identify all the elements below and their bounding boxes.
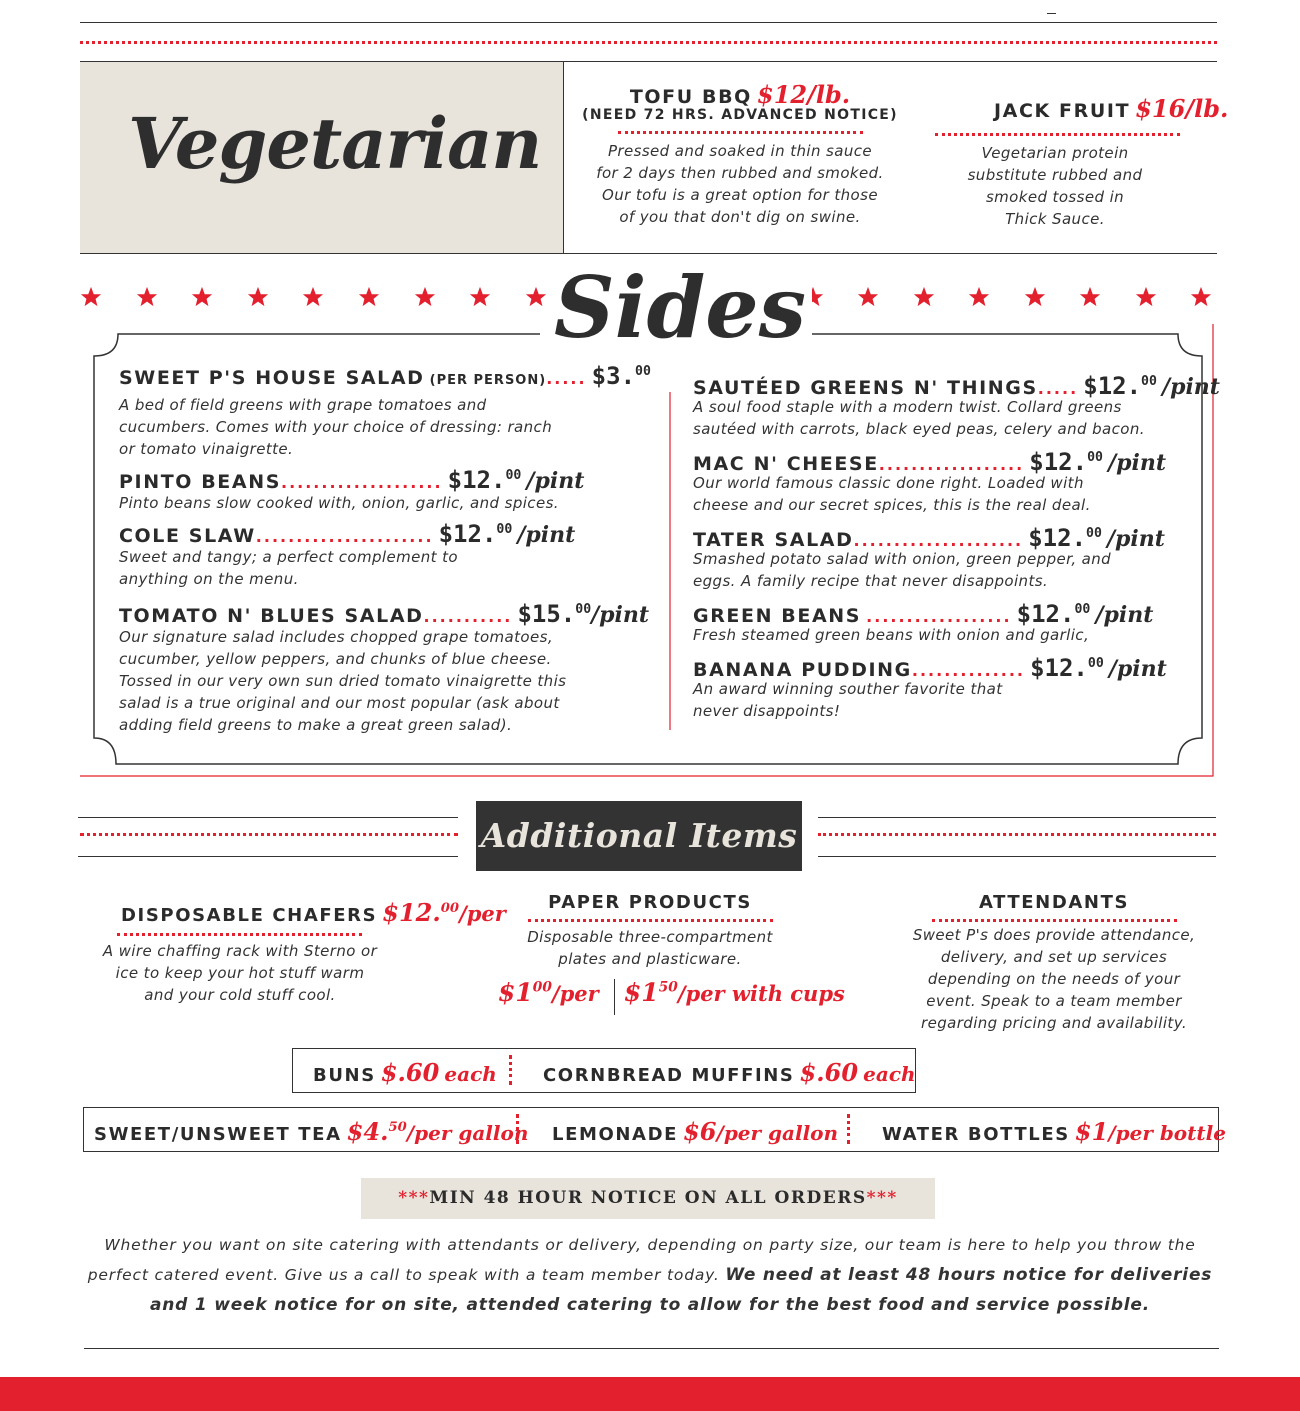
lemonade-separator (847, 1114, 850, 1144)
star-icon (358, 286, 380, 308)
star-icon (247, 286, 269, 308)
menu-item: TATER SALAD..................... $12.00 /pint Smashed potato salad with onion, green pepper, and eggs. A family recipe that never disappoints. (693, 524, 1165, 590)
tofu-bbq-item (575, 80, 905, 228)
sides-title: Sides (548, 258, 812, 358)
footer-rule (84, 1348, 1219, 1349)
additional-rule (818, 817, 1216, 818)
paper-dots (528, 919, 773, 922)
menu-item: PINTO BEANS.................... $12.00 /pint Pinto beans slow cooked with, onion, garlic, and spices. (119, 466, 585, 512)
paper-price-divider (614, 979, 615, 1015)
buns-separator (509, 1055, 512, 1085)
buns-item: BUNS $.60 each (313, 1058, 497, 1087)
menu-item: COLE SLAW...................... $12.00 /pint Sweet and tangy; a perfect complement to anything on the menu. (119, 520, 576, 588)
star-icon (913, 286, 935, 308)
star-icon (857, 286, 879, 308)
star-icon (1024, 286, 1046, 308)
additional-rule (78, 856, 458, 857)
attendants-item: ATTENDANTS Sweet P's does provide attendance, delivery, and set up services depending on the needs of your event. Speak to a team member regarding pricing and availability. (912, 892, 1196, 1032)
menu-item: GREEN BEANS .................. $12.00 /pint Fresh steamed green beans with onion and garlic, (693, 600, 1154, 644)
star-icon (525, 286, 547, 308)
cornbread-muffins-item: CORNBREAD MUFFINS $.60 each (543, 1058, 916, 1087)
attendants-dots (932, 919, 1177, 922)
star-icon (469, 286, 491, 308)
star-icon (136, 286, 158, 308)
jack-fruit-name: JACK FRUIT (994, 100, 1131, 122)
tofu-bbq-description: Pressed and soaked in thin sauce for 2 days then rubbed and smoked. Our tofu is a great option for those of you that don't dig on swine. (596, 142, 884, 226)
menu-item: MAC N' CHEESE.................. $12.00 /pint Our world famous classic done right. Loaded with cheese and our secret spices, this is the real deal. (693, 448, 1166, 514)
disposable-chafers-item: DISPOSABLE CHAFERS $12.00/per A wire chaffing rack with Sterno or ice to keep your hot stuff warm and your cold stuff cool. (102, 898, 506, 1004)
menu-item: SWEET P'S HOUSE SALAD (PER PERSON)..... $3.00 A bed of field greens with grape tomatoes and cucumbers. Comes with your choice of dressing: ranch or tomato vinaigrette. (119, 362, 651, 458)
star-icon (191, 286, 213, 308)
top-rule (80, 22, 1217, 23)
tofu-bbq-dots (618, 131, 863, 134)
water-bottles-item: WATER BOTTLES $1/per bottle (882, 1117, 1226, 1146)
paper-price-cups: $\$1^{50}$/per with cups (623, 978, 845, 1007)
jack-fruit-description: Vegetarian protein substitute rubbed and smoked tossed in Thick Sauce. (967, 144, 1143, 228)
paper-products-item: PAPER PRODUCTS Disposable three-compartment plates and plasticware. $\$1^{00}$/per $\$1^{50}$/per with cups (490, 892, 810, 1015)
chafers-dots (117, 933, 362, 936)
star-icon (1190, 286, 1212, 308)
additional-dots (818, 833, 1216, 836)
vegetarian-divider (563, 62, 564, 253)
star-icon (1135, 286, 1157, 308)
top-tick (1047, 13, 1056, 14)
star-icon (302, 286, 324, 308)
sides-right-column (693, 372, 1220, 722)
additional-items-title: Additional Items (480, 816, 798, 855)
buns-muffins-box (292, 1048, 916, 1093)
jack-fruit-price: $16/lb. (1135, 94, 1229, 123)
menu-item: SAUTÉED GREENS N' THINGS..... $12.00 /pint A soul food staple with a modern twist. Collard greens sautéed with carrots, black eyed peas, celery and bacon. (693, 372, 1220, 438)
tea-separator (516, 1114, 519, 1144)
tofu-bbq-name: TOFU BBQ (629, 86, 752, 108)
additional-rule (818, 856, 1216, 857)
jack-fruit-item (930, 94, 1230, 230)
notice-banner: ***MIN 48 HOUR NOTICE ON ALL ORDERS*** (361, 1178, 935, 1219)
menu-item: BANANA PUDDING.............. $12.00 /pint An award winning souther favorite that never disappoints! (693, 654, 1167, 720)
lemonade-item: LEMONADE $6/per gallon (552, 1117, 839, 1146)
vegetarian-bottom-rule (80, 253, 1217, 254)
vegetarian-title-panel (80, 62, 563, 253)
paper-price-plain: $\$1^{00}$/per (498, 978, 599, 1007)
drinks-box (83, 1107, 1226, 1152)
additional-items-banner (476, 801, 802, 871)
star-icon (80, 286, 102, 308)
sides-left-column (119, 362, 651, 736)
notice-paragraph: Whether you want on site catering with attendants or delivery, depending on party size, our team is here to help you throw the perfect catered event. Give us a call to speak with a team member today. We need at least 48 hours notice for deliveries and 1 week notice for on site, attended catering to allow for the best food and service possible. (87, 1236, 1213, 1315)
vegetarian-title: Vegetarian (128, 102, 542, 185)
jack-fruit-dots (935, 133, 1180, 136)
top-dotted-line (80, 41, 1217, 44)
additional-dots (80, 833, 458, 836)
notice-text: MIN 48 HOUR NOTICE ON ALL ORDERS (429, 1188, 867, 1208)
star-icon (1079, 286, 1101, 308)
star-icon (968, 286, 990, 308)
tofu-bbq-price: $12/lb. (757, 80, 851, 109)
tofu-bbq-note: (NEED 72 HRS. ADVANCED NOTICE) (582, 107, 898, 123)
footer-red-bar (0, 1377, 1300, 1411)
star-icon (414, 286, 436, 308)
additional-rule (78, 817, 458, 818)
menu-item: TOMATO N' BLUES SALAD........... $15.00/pint Our signature salad includes chopped grape tomatoes, cucumber, yellow peppers, and chunks of blue cheese. Tossed in our very own sun dried tomato vinaigrette this salad is a true original and our most popular (ask about adding field greens to make a great green salad). (119, 600, 650, 734)
tea-item: SWEET/UNSWEET TEA $4.50/per gallon (94, 1117, 529, 1146)
